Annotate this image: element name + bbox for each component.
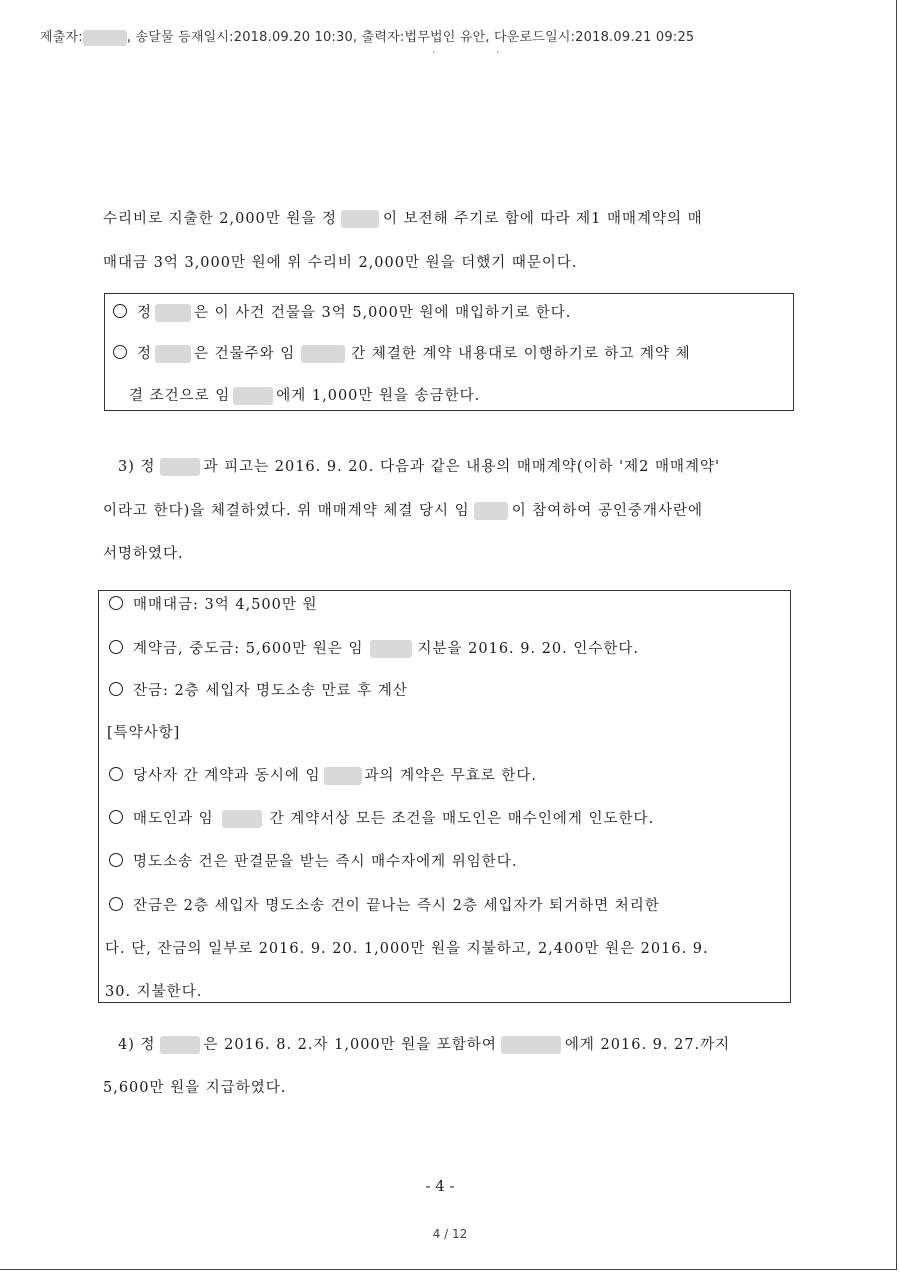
text-segment: 당사자 간 계약과 동시에 임 — [133, 768, 321, 784]
contract-terms-box — [104, 293, 794, 411]
circle-bullet-icon — [109, 767, 123, 781]
text-segment: 4) 정 — [118, 1037, 156, 1053]
paragraph-line: 서명하였다. — [103, 546, 184, 562]
redacted-name — [233, 387, 273, 405]
text-segment: 은 건물주와 임 — [194, 346, 296, 362]
redacted-name — [474, 502, 508, 520]
text-segment: 정 — [137, 346, 153, 362]
text-segment: 정 — [137, 305, 153, 321]
redacted-name — [155, 345, 191, 363]
scan-mark: · — [496, 48, 500, 59]
page-number: - 4 - — [425, 1177, 455, 1195]
redacted-name — [370, 640, 412, 658]
paragraph-line: 매대금 3억 3,000만 원에 위 수리비 2,000만 원을 더했기 때문이다. — [103, 255, 578, 271]
download-header — [40, 26, 694, 46]
special-terms-heading: [특약사항] — [107, 725, 181, 741]
text-segment: 간 체결한 계약 내용대로 이행하기로 하고 계약 체 — [351, 346, 691, 362]
redacted-name — [83, 30, 127, 46]
circle-bullet-icon — [109, 810, 123, 824]
text-segment: 과 피고는 2016. 9. 20. 다음과 같은 내용의 매매계약(이하 '제2 매매계약' — [203, 459, 721, 475]
list-item — [109, 894, 660, 915]
paragraph-line — [103, 207, 703, 228]
text-segment: 결 조건으로 임 — [129, 388, 231, 404]
text-segment: 잔금은 2층 세입자 명도소송 건이 끝나는 즉시 2층 세입자가 퇴거하면 처리한 — [133, 898, 660, 914]
redacted-name — [160, 458, 200, 476]
text-segment: 잔금: 2층 세입자 명도소송 만료 후 계산 — [133, 683, 408, 699]
list-item — [109, 764, 537, 785]
list-item — [109, 637, 639, 658]
text-segment: 간 계약서상 모든 조건을 매도인은 매수인에게 인도한다. — [269, 811, 655, 827]
redacted-name — [324, 767, 362, 785]
text-segment: 3) 정 — [118, 459, 156, 475]
list-item-continued — [129, 384, 480, 405]
contract-terms-box-2 — [98, 590, 791, 1003]
text-segment: 은 이 사건 건물을 3억 5,000만 원에 매입하기로 한다. — [194, 305, 572, 321]
redacted-name — [301, 345, 345, 363]
paragraph-line: 5,600만 원을 지급하였다. — [103, 1080, 287, 1096]
text-segment: 명도소송 건은 판결문을 받는 즉시 매수자에게 위임한다. — [133, 854, 518, 870]
text-segment: 이 보전해 주기로 함에 따라 제1 매매계약의 매 — [383, 211, 703, 227]
circle-bullet-icon — [109, 682, 123, 696]
list-item-continued: 30. 지불한다. — [105, 984, 203, 1000]
paragraph-line — [103, 499, 703, 520]
circle-bullet-icon — [109, 897, 123, 911]
text-segment: 이 참여하여 공인중개사란에 — [511, 503, 703, 519]
circle-bullet-icon — [109, 640, 123, 654]
redacted-name — [501, 1036, 561, 1054]
list-item — [113, 301, 571, 322]
circle-bullet-icon — [109, 596, 123, 610]
list-item — [109, 807, 654, 828]
list-item — [109, 679, 408, 700]
circle-bullet-icon — [113, 304, 127, 318]
paragraph-line — [118, 455, 720, 476]
header-submitter-label: 제출자: — [40, 30, 83, 45]
paragraph-line — [118, 1033, 730, 1054]
circle-bullet-icon — [113, 345, 127, 359]
list-item — [113, 342, 691, 363]
text-segment: 지분을 2016. 9. 20. 인수한다. — [417, 641, 640, 657]
text-segment: 과의 계약은 무효로 한다. — [364, 768, 538, 784]
text-segment: 매도인과 임 — [133, 811, 214, 827]
redacted-name — [155, 304, 191, 322]
pdf-page-indicator: 4 / 12 — [432, 1227, 468, 1241]
text-segment: 은 2016. 8. 2.자 1,000만 원을 포함하여 — [203, 1037, 497, 1053]
circle-bullet-icon — [109, 853, 123, 867]
list-item — [109, 593, 318, 614]
redacted-name — [341, 210, 379, 228]
list-item-continued: 다. 단, 잔금의 일부로 2016. 9. 20. 1,000만 원을 지불하고, 2,400만 원은 2016. 9. — [105, 941, 709, 957]
text-segment: 에게 1,000만 원을 송금한다. — [276, 388, 481, 404]
text-segment: 매매대금: 3억 4,500만 원 — [133, 597, 318, 613]
text-segment: 이라고 한다)을 체결하였다. 위 매매계약 체결 당시 임 — [103, 503, 470, 519]
header-info: , 송달물 등재일시:2018.09.20 10:30, 출력자:법무법인 유안, 다운로드일시:2018.09.21 09:25 — [126, 30, 695, 45]
text-segment: 계약금, 중도금: 5,600만 원은 임 — [133, 641, 364, 657]
list-item — [109, 850, 517, 871]
redacted-name — [160, 1036, 200, 1054]
scan-mark: · — [432, 48, 436, 59]
redacted-name — [222, 810, 262, 828]
text-segment: 에게 2016. 9. 27.까지 — [564, 1037, 731, 1053]
text-segment: 수리비로 지출한 2,000만 원을 정 — [103, 211, 338, 227]
